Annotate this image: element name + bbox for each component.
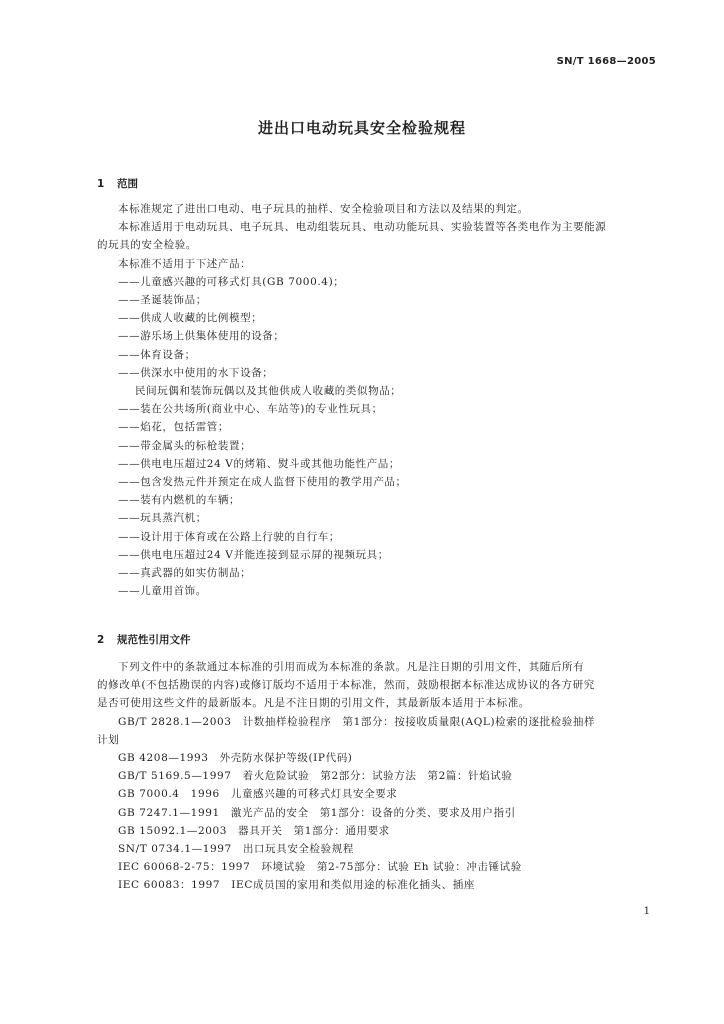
reference-entry: GB 15092.1—2003 器具开关 第1部分：通用要求 (118, 824, 390, 837)
document-title: 进出口电动玩具安全检验规程 (257, 119, 466, 137)
reference-entry: GB/T 2828.1—2003 计数抽样检验程序 第1部分：按接收质量限(AQL)检索的逐批检验抽样 (118, 715, 596, 728)
exclusion-item: ——带金属头的标枪装置； (118, 439, 252, 452)
reference-entry: GB/T 5169.5—1997 着火危险试验 第2部分：试验方法 第2篇：针焰试验 (118, 770, 513, 783)
exclusion-item: ——供深水中使用的水下设备； (118, 366, 274, 379)
scope-paragraph-3: 本标准不适用于下述产品： (118, 257, 252, 270)
section-2-body (97, 658, 659, 895)
section-1-title: 范围 (117, 178, 138, 190)
exclusion-item: ——装有内燃机的车辆； (118, 494, 241, 507)
exclusion-item: ——装在公共场所(商业中心、车站等)的专业性玩具； (118, 403, 383, 416)
section-2-heading (97, 632, 191, 647)
reference-entry: IEC 60083：1997 IEC成员国的家用和类似用途的标准化插头、插座 (118, 879, 475, 892)
exclusion-item: ——圣诞装饰品； (118, 294, 207, 307)
exclusion-item: ——游乐场上供集体使用的设备； (118, 330, 285, 343)
exclusion-item: ——儿童感兴趣的可移式灯具(GB 7000.4)； (118, 275, 345, 288)
exclusion-item: ——真武器的如实仿制品； (118, 567, 252, 580)
reference-entry-continuation: 计划 (97, 733, 120, 746)
scope-paragraph-2-line-1: 本标准适用于电动玩具、电子玩具、电动组装玩具、电动功能玩具、实验装置等各类电作为主要能源 (118, 221, 607, 234)
reference-entry: GB 7000.4 1996 儿童感兴趣的可移式灯具安全要求 (118, 788, 398, 801)
references-intro-line-1: 下列文件中的条款通过本标准的引用而成为本标准的条款。凡是注日期的引用文件，其随后所有 (118, 661, 585, 673)
exclusion-item: ——焰花，包括雷管； (118, 421, 229, 434)
section-1-number: 1 (97, 178, 105, 190)
exclusion-item: ——体育设备； (118, 348, 196, 361)
reference-entry: IEC 60068-2-75：1997 环境试验 第2-75部分：试验 Eh 试验：冲击锤试验 (118, 861, 522, 874)
references-intro-line-2: 的修改单(不包括勘误的内容)或修订版均不适用于本标准，然而，鼓励根据本标准达成协议的各方研究 (97, 679, 595, 692)
scope-paragraph-2-line-2: 的玩具的安全检验。 (97, 239, 197, 252)
exclusion-item: ——儿童用首饰。 (118, 585, 207, 598)
page-number: 1 (643, 906, 650, 917)
reference-entry: GB 7247.1—1991 激光产品的安全 第1部分：设备的分类、要求及用户指引 (118, 806, 516, 819)
reference-entry: GB 4208—1993 外壳防水保护等级(IP代码) (118, 752, 353, 765)
exclusion-item: ——包含发热元件并预定在成人监督下使用的教学用产品； (118, 476, 407, 489)
exclusion-item: ——供成人收藏的比例模型； (118, 312, 263, 325)
section-1-heading (97, 176, 138, 191)
references-intro-line-3: 是否可使用这些文件的最新版本。凡是不注日期的引用文件，其最新版本适用于本标准。 (97, 697, 530, 710)
exclusion-item: ——供电电压超过24 V的烤箱、熨斗或其他功能性产品； (118, 457, 400, 470)
standard-code: SN/T 1668—2005 (556, 56, 656, 67)
exclusion-item: 民间玩偶和装饰玩偶以及其他供成人收藏的类似物品； (135, 385, 402, 398)
exclusion-item: ——设计用于体育或在公路上行驶的自行车； (118, 530, 340, 543)
exclusion-item: ——供电电压超过24 V并能连接到显示屏的视频玩具； (118, 548, 389, 561)
reference-entry: SN/T 0734.1—1997 出口玩具安全检验规程 (118, 843, 354, 856)
scope-paragraph-1: 本标准规定了进出口电动、电子玩具的抽样、安全检验项目和方法以及结果的判定。 (118, 203, 529, 215)
section-1-body (97, 200, 659, 600)
section-2-title: 规范性引用文件 (117, 634, 191, 646)
section-2-number: 2 (97, 634, 105, 646)
exclusion-item: ——玩具蒸汽机； (118, 512, 207, 525)
